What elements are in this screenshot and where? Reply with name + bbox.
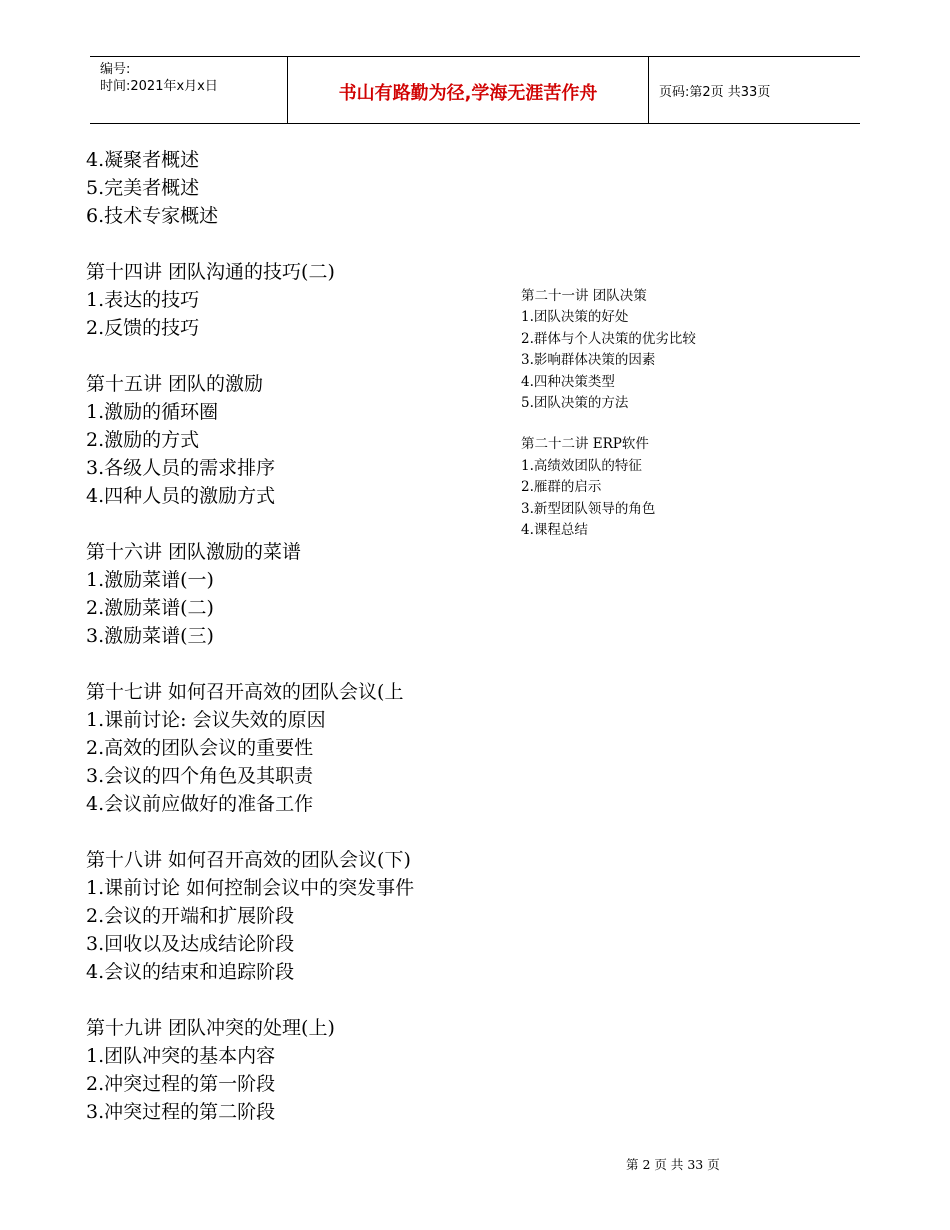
lecture-heading: 第十八讲 如何召开高效的团队会议(下) bbox=[86, 849, 411, 871]
outline-item: 3.新型团队领导的角色 bbox=[521, 500, 656, 517]
outline-item: 2.雁群的启示 bbox=[521, 479, 602, 496]
outline-item: 6.技术专家概述 bbox=[86, 205, 219, 227]
outline-item: 2.激励菜谱(二) bbox=[86, 597, 214, 619]
outline-item: 1.激励的循环圈 bbox=[86, 401, 219, 423]
outline-item: 3.影响群体决策的因素 bbox=[521, 352, 656, 369]
number-label: 编号: bbox=[100, 62, 131, 77]
outline-item: 4.四种人员的激励方式 bbox=[86, 485, 276, 507]
outline-item: 2.反馈的技巧 bbox=[86, 317, 200, 339]
main-outline bbox=[86, 146, 516, 1126]
lecture-heading: 第十五讲 团队的激励 bbox=[86, 373, 264, 395]
outline-item: 4.凝聚者概述 bbox=[86, 149, 200, 171]
lecture-heading: 第二十一讲 团队决策 bbox=[521, 288, 647, 304]
outline-item: 4.四种决策类型 bbox=[521, 373, 615, 390]
outline-item: 3.回收以及达成结论阶段 bbox=[86, 933, 295, 955]
page-footer: 第 2 页 共 33 页 bbox=[626, 1157, 720, 1172]
outline-item: 3.各级人员的需求排序 bbox=[86, 457, 276, 479]
header-meta bbox=[90, 57, 287, 123]
lecture-heading: 第十六讲 团队激励的菜谱 bbox=[86, 541, 302, 563]
outline-item: 1.高绩效团队的特征 bbox=[521, 457, 642, 474]
outline-item: 2.激励的方式 bbox=[86, 429, 200, 451]
outline-item: 1.激励菜谱(一) bbox=[86, 569, 214, 591]
outline-item: 4.课程总结 bbox=[521, 521, 588, 538]
outline-item: 1.团队冲突的基本内容 bbox=[86, 1045, 276, 1067]
lecture-heading: 第二十二讲 ERP软件 bbox=[521, 436, 649, 453]
outline-item: 4.会议的结束和追踪阶段 bbox=[86, 961, 295, 983]
outline-item: 2.冲突过程的第一阶段 bbox=[86, 1073, 276, 1095]
outline-item: 2.群体与个人决策的优劣比较 bbox=[521, 330, 696, 347]
outline-item: 5.团队决策的方法 bbox=[521, 394, 629, 411]
outline-item: 1.课前讨论: 会议失效的原因 bbox=[86, 709, 326, 731]
page-header bbox=[90, 56, 860, 124]
outline-item: 5.完美者概述 bbox=[86, 177, 200, 199]
outline-item: 3.冲突过程的第二阶段 bbox=[86, 1101, 276, 1123]
side-outline bbox=[521, 286, 781, 541]
outline-item: 2.会议的开端和扩展阶段 bbox=[86, 905, 295, 927]
outline-item: 1.团队决策的好处 bbox=[521, 309, 629, 326]
header-motto: 书山有路勤为径,学海无涯苦作舟 bbox=[287, 57, 649, 123]
outline-item: 1.课前讨论 如何控制会议中的突发事件 bbox=[86, 877, 415, 899]
lecture-heading: 第十四讲 团队沟通的技巧(二) bbox=[86, 261, 335, 283]
lecture-heading: 第十七讲 如何召开高效的团队会议(上 bbox=[86, 681, 404, 703]
header-page-code: 页码:第2页 共33页 bbox=[659, 84, 771, 100]
outline-item: 3.激励菜谱(三) bbox=[86, 625, 214, 647]
outline-item: 2.高效的团队会议的重要性 bbox=[86, 737, 314, 759]
lecture-heading: 第十九讲 团队冲突的处理(上) bbox=[86, 1017, 335, 1039]
outline-item: 3.会议的四个角色及其职责 bbox=[86, 765, 314, 787]
outline-item: 4.会议前应做好的准备工作 bbox=[86, 793, 314, 815]
outline-item: 1.表达的技巧 bbox=[86, 289, 200, 311]
time-label: 时间:2021年x月x日 bbox=[100, 79, 218, 94]
